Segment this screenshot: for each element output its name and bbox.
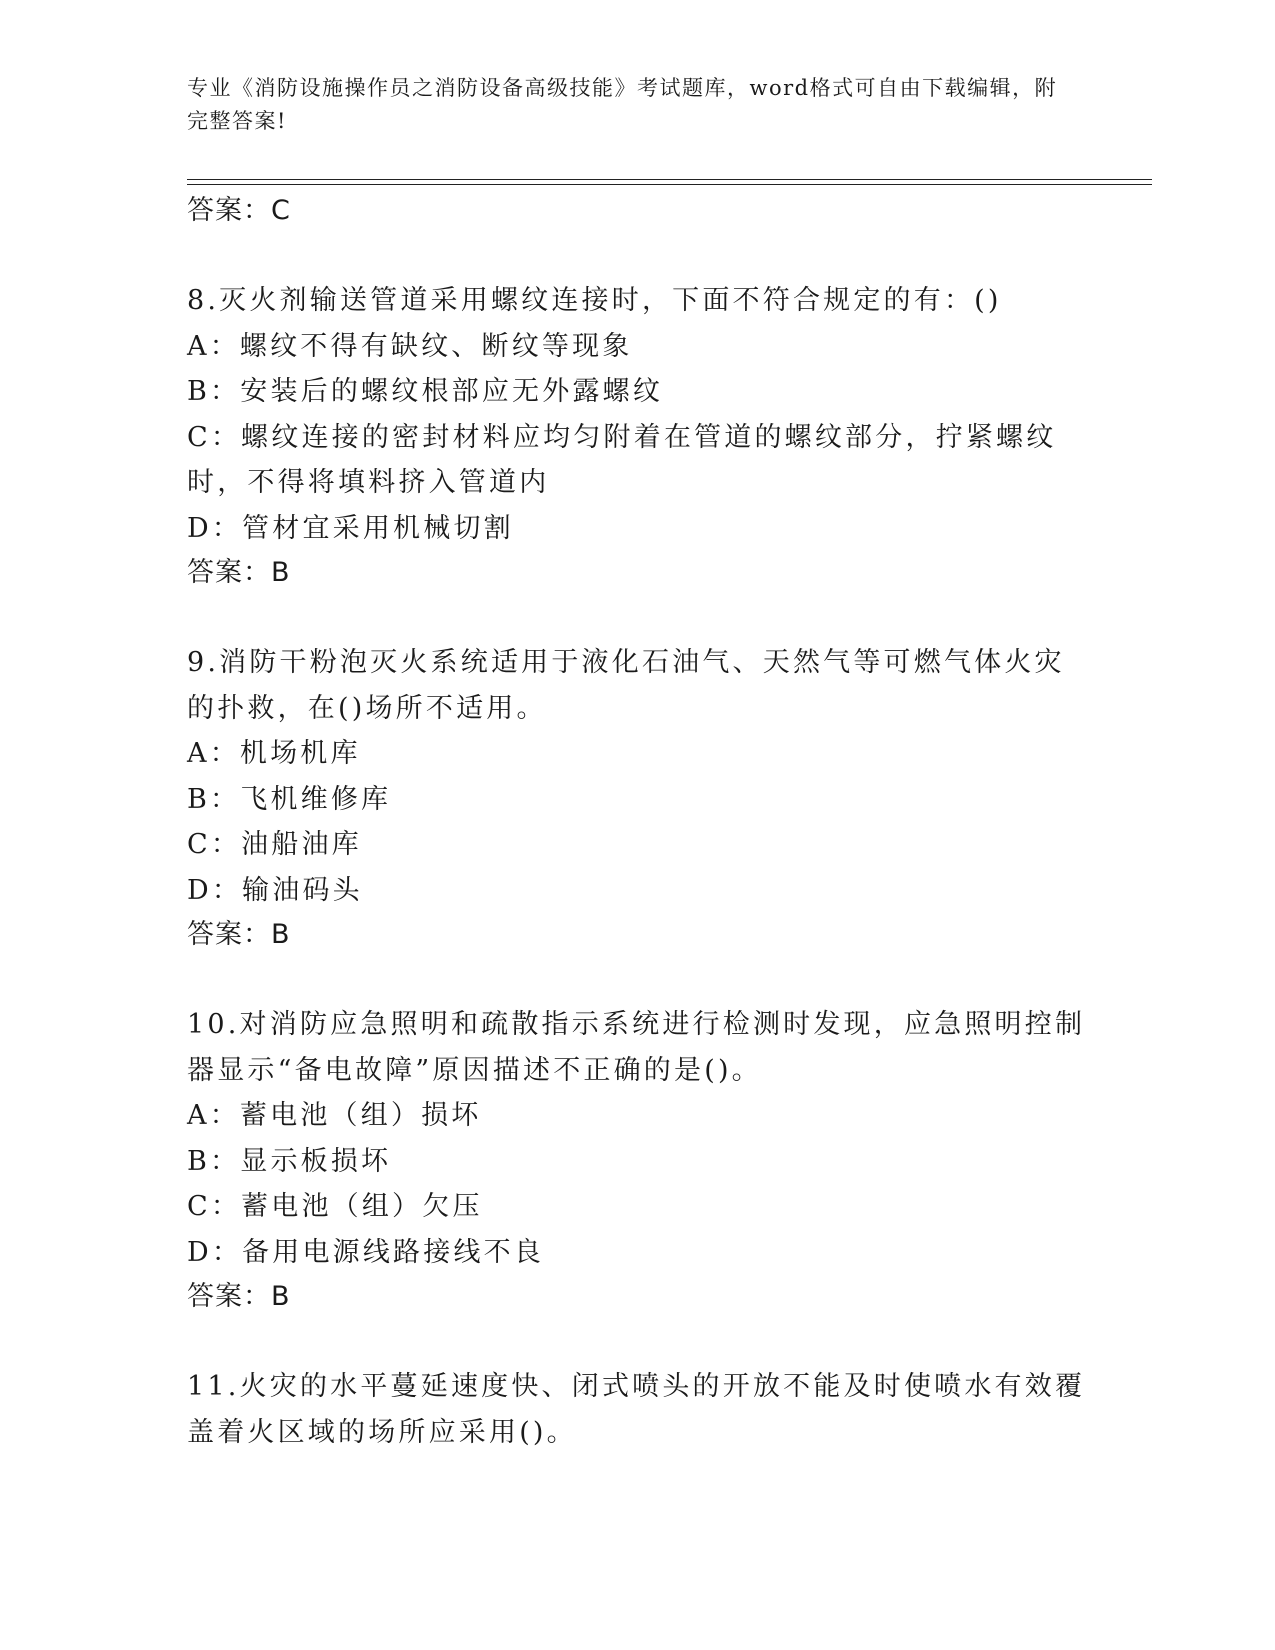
answer-q7: 答案：C — [187, 195, 291, 226]
question-stem: 11.火灾的水平蔓延速度快、闭式喷头的开放不能及时使喷水有效覆盖着火区域的场所应采用()。 — [187, 1371, 1086, 1448]
question-stem: 8.灭火剂输送管道采用螺纹连接时，下面不符合规定的有：() — [187, 285, 1002, 316]
header-rule-thick — [187, 184, 1152, 185]
header-rule-thin — [187, 179, 1152, 180]
document-header: 专业《消防设施操作员之消防设备高级技能》考试题库，word格式可自由下载编辑，附完整答案! — [187, 76, 1058, 133]
option-c: C：蓄电池（组）欠压 — [187, 1191, 483, 1222]
option-d: D：备用电源线路接线不良 — [187, 1236, 545, 1268]
option-d: D：管材宜采用机械切割 — [187, 512, 514, 544]
option-b: B：显示板损坏 — [187, 1145, 392, 1177]
option-b: B：安装后的螺纹根部应无外露螺纹 — [187, 376, 664, 407]
option-a: A：螺纹不得有缺纹、断纹等现象 — [187, 330, 633, 362]
question-8 — [187, 278, 1087, 551]
question-10 — [187, 1002, 1087, 1275]
answer-q10: 答案：B — [187, 1281, 291, 1312]
question-9 — [187, 640, 1087, 913]
question-stem: 9.消防干粉泡灭火系统适用于液化石油气、天然气等可燃气体火灾的扑救，在()场所不适用。 — [187, 647, 1065, 724]
answer-q9: 答案：B — [187, 919, 291, 950]
option-c: C：油船油库 — [187, 829, 362, 860]
option-b: B：飞机维修库 — [187, 783, 392, 815]
option-c: C：螺纹连接的密封材料应均匀附着在管道的螺纹部分，拧紧螺纹时，不得将填料挤入管道内 — [187, 421, 1057, 498]
option-a: A：机场机库 — [187, 738, 361, 769]
option-d: D：输油码头 — [187, 874, 363, 906]
question-stem: 10.对消防应急照明和疏散指示系统进行检测时发现，应急照明控制器显示“备电故障”原因描述不正确的是()。 — [187, 1009, 1086, 1086]
question-11 — [187, 1364, 1087, 1455]
option-a: A：蓄电池（组）损坏 — [187, 1100, 482, 1131]
answer-q8: 答案：B — [187, 557, 291, 588]
